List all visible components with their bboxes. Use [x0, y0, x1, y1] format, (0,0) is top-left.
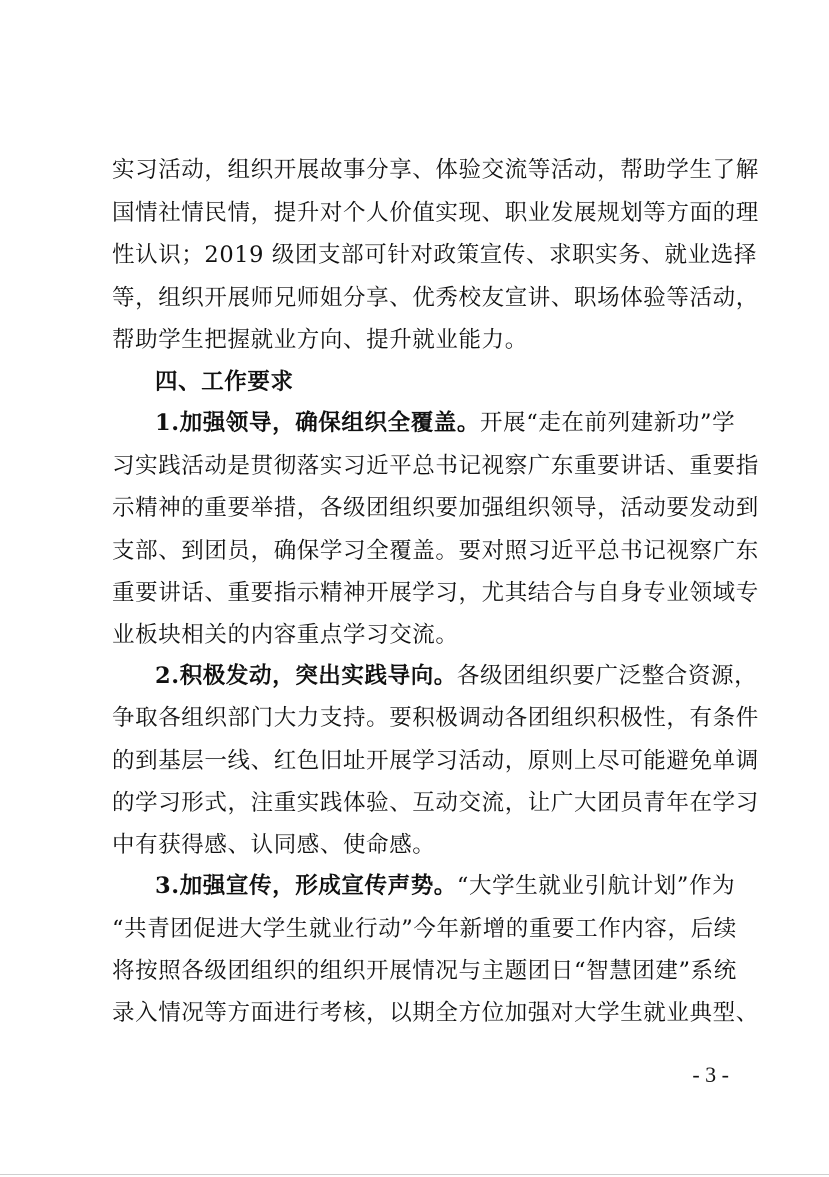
- intro-line-5: 帮助学生把握就业方向、提升就业能力。: [112, 327, 528, 353]
- intro-line-1: 实习活动，组织开展故事分享、体验交流等活动，帮助学生了解: [112, 157, 759, 183]
- item2-line-2: 争取各组织部门大力支持。要积极调动各团组织积极性，有条件: [112, 705, 759, 731]
- item2-line-4: 的学习形式，注重实践体验、互动交流，让广大团员青年在学习: [112, 790, 759, 816]
- item1-line-2: 习实践活动是贯彻落实习近平总书记视察广东重要讲话、重要指: [112, 453, 759, 479]
- item3-line-4: 录入情况等方面进行考核，以期全方位加强对大学生就业典型、: [112, 1000, 759, 1026]
- section-heading: 四、工作要求: [155, 369, 294, 395]
- intro-line-3: 性认识；2019 级团支部可针对政策宣传、求职实务、就业选择: [112, 242, 757, 268]
- item3-line-2: “共青团促进大学生就业行动”今年新增的重要工作内容，后续: [112, 916, 737, 942]
- item2-title: 2.积极发动，突出实践导向。: [155, 663, 457, 689]
- item2-first-line: [155, 661, 757, 691]
- item3-line-3: 将按照各级团组织的组织开展情况与主题团日“智慧团建”系统: [112, 958, 737, 984]
- item1-first-line: [155, 408, 735, 438]
- item1-first-line-text: 开展“走在前列建新功”学: [480, 410, 736, 436]
- item1-line-6: 业板块相关的内容重点学习交流。: [112, 622, 459, 648]
- page-bottom-edge: [0, 1174, 829, 1175]
- item1-line-3: 示精神的重要举措，各级团组织要加强组织领导，活动要发动到: [112, 495, 759, 521]
- item2-line-5: 中有获得感、认同感、使命感。: [112, 832, 436, 858]
- item2-first-line-text: 各级团组织要广泛整合资源，: [456, 663, 758, 689]
- item3-first-line: [155, 871, 735, 901]
- item3-first-line-text: “大学生就业引航计划”作为: [456, 873, 736, 899]
- item1-title: 1.加强领导，确保组织全覆盖。: [155, 410, 480, 436]
- item1-line-5: 重要讲话、重要指示精神开展学习，尤其结合与自身专业领域专: [112, 580, 759, 606]
- item3-title: 3.加强宣传，形成宣传声势。: [155, 873, 457, 899]
- intro-line-2: 国情社情民情，提升对个人价值实现、职业发展规划等方面的理: [112, 200, 759, 226]
- page-number: - 3 -: [692, 1062, 729, 1087]
- intro-line-4: 等，组织开展师兄师姐分享、优秀校友宣讲、职场体验等活动，: [112, 285, 759, 311]
- item1-line-4: 支部、到团员，确保学习全覆盖。要对照习近平总书记视察广东: [112, 538, 759, 564]
- item2-line-3: 的到基层一线、红色旧址开展学习活动，原则上尽可能避免单调: [112, 748, 759, 774]
